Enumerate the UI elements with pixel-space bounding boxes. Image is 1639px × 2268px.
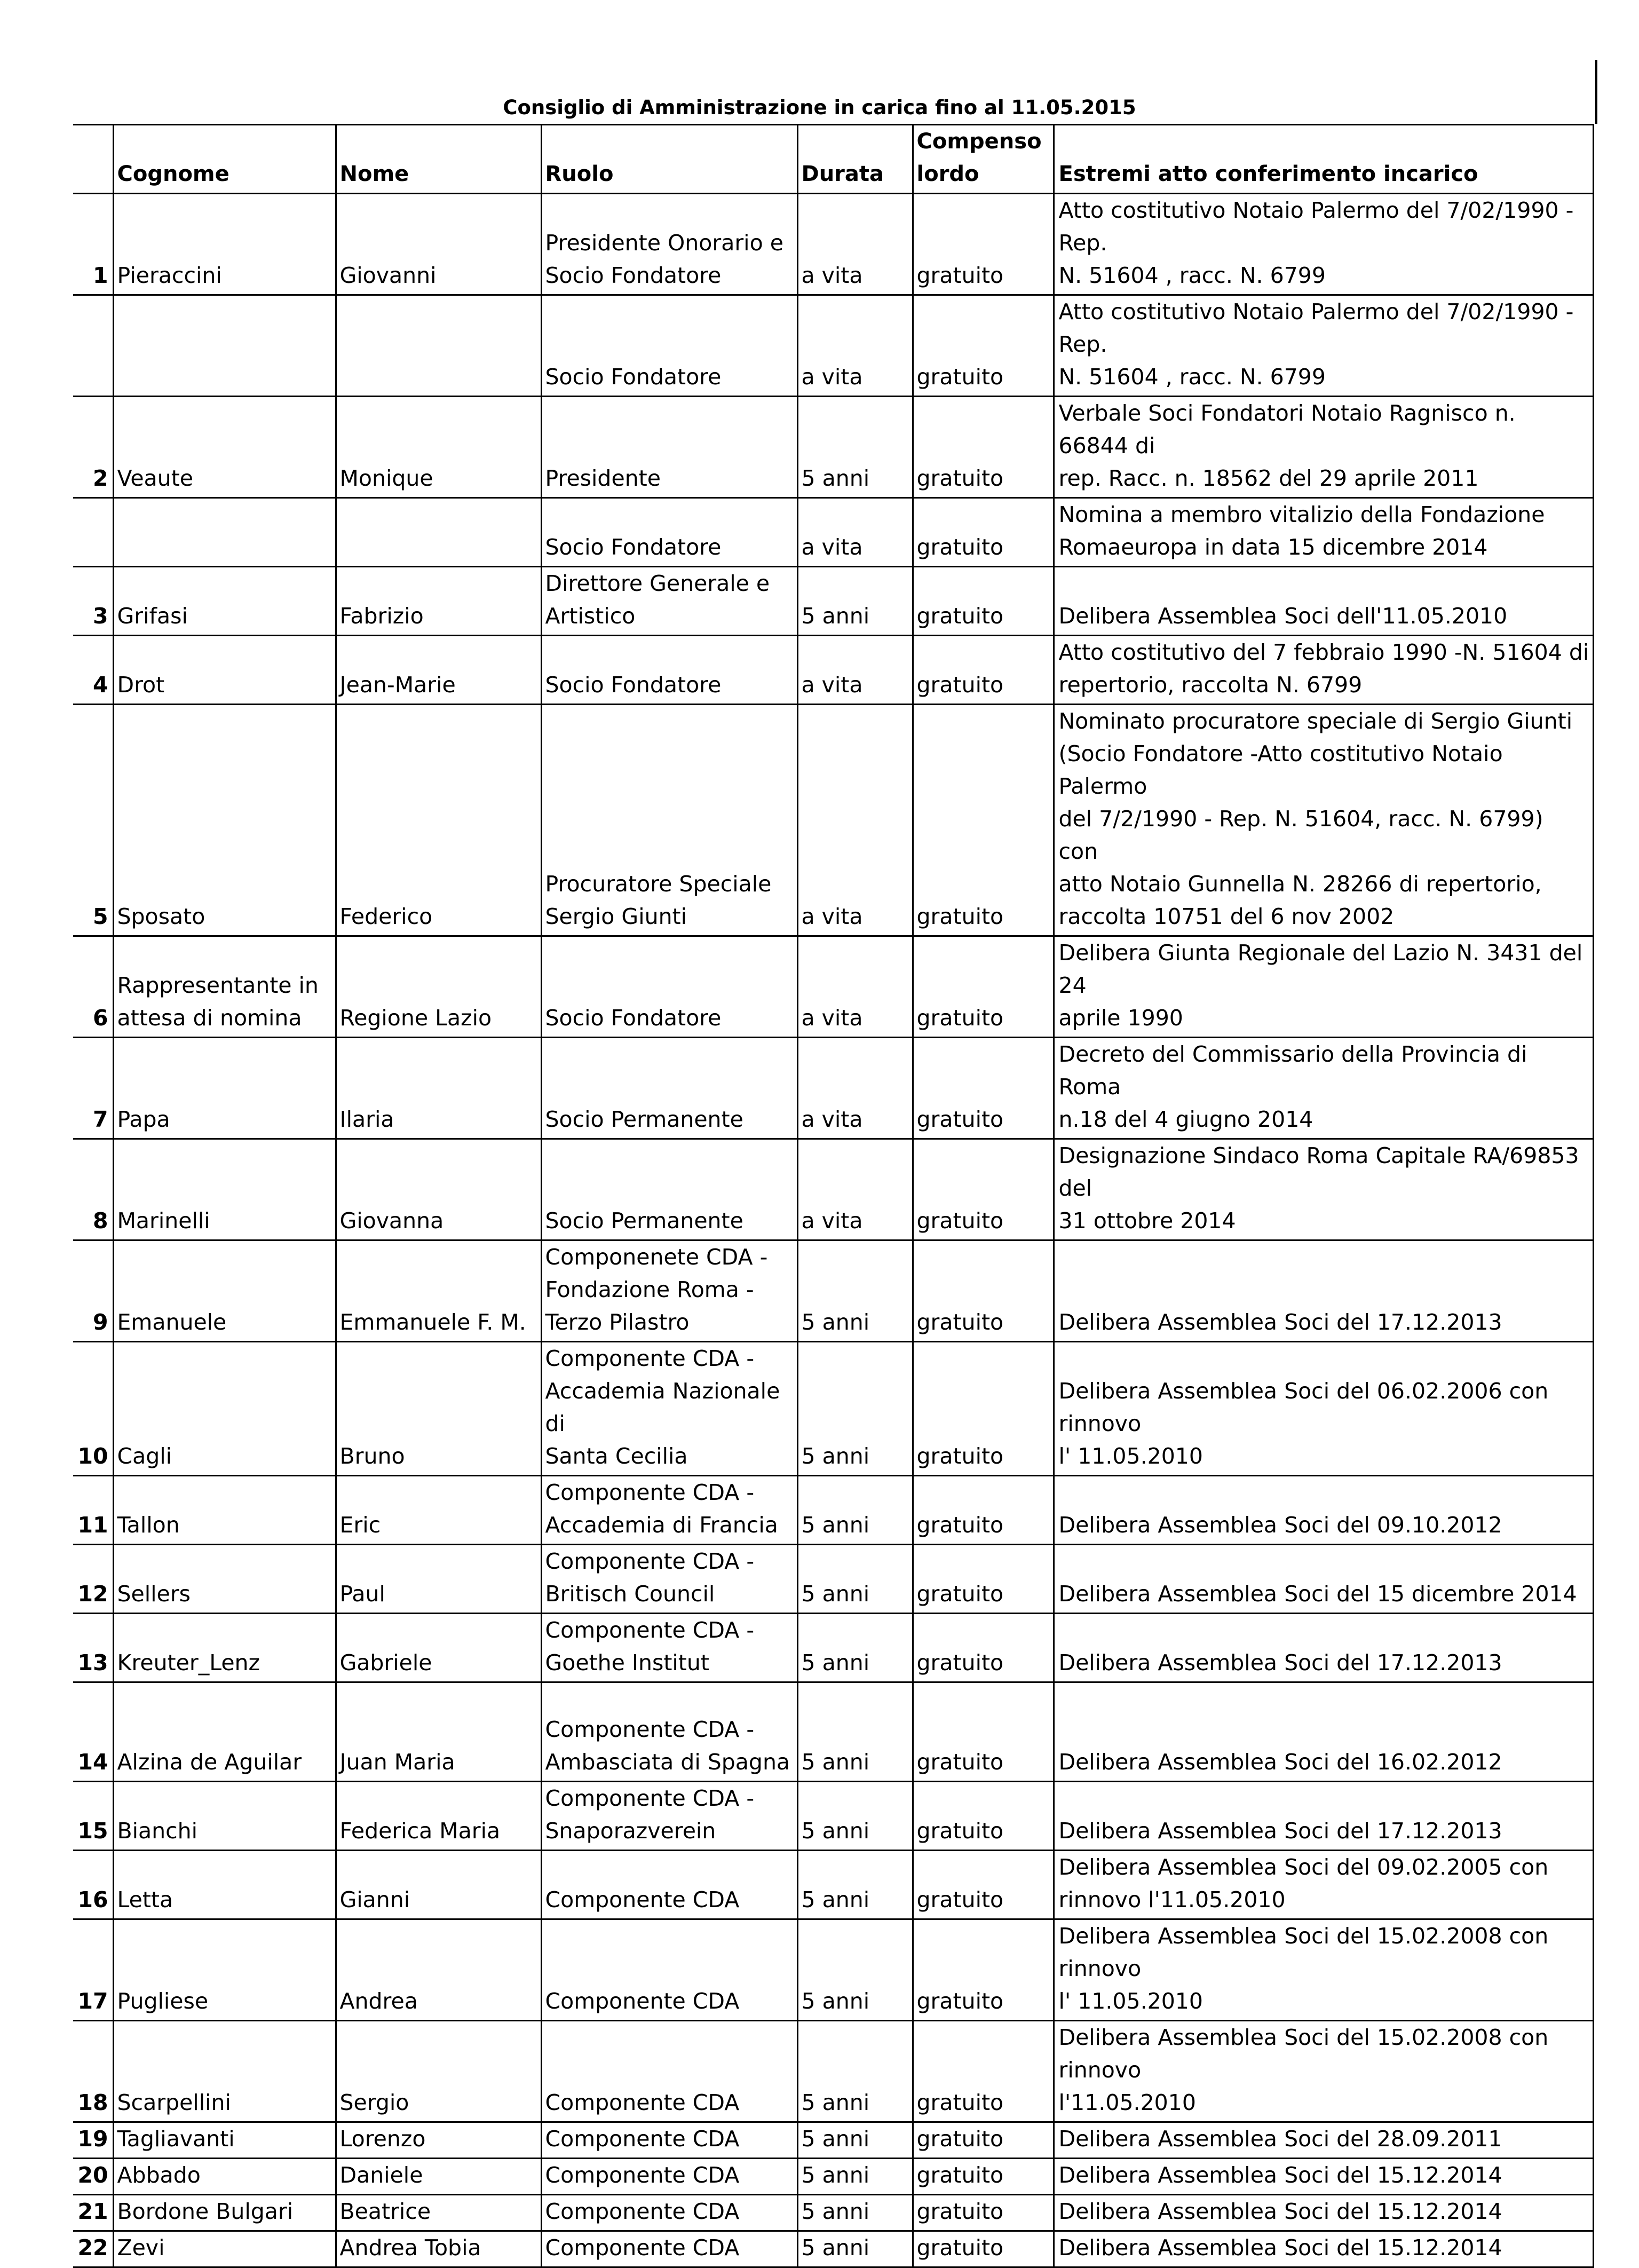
cell-cognome	[113, 295, 336, 397]
cell-cognome: Scarpellini	[113, 2021, 336, 2122]
cell-num: 8	[73, 1139, 113, 1240]
table-row	[73, 1476, 1593, 1545]
cell-cognome: Kreuter_Lenz	[113, 1614, 336, 1682]
cell-durata: 5 anni	[797, 2159, 913, 2195]
cell-durata: a vita	[797, 194, 913, 295]
cell-durata: 5 anni	[797, 1682, 913, 1782]
cell-num: 18	[73, 2021, 113, 2122]
cell-nome: Fabrizio	[336, 567, 541, 636]
cell-estremi: Delibera Assemblea Soci del 17.12.2013	[1054, 1614, 1593, 1682]
table-row	[73, 498, 1593, 567]
cell-nome: Giovanni	[336, 194, 541, 295]
cell-compenso: gratuito	[913, 2021, 1054, 2122]
cell-ruolo: Componente CDA - Accademia di Francia	[541, 1476, 797, 1545]
cell-durata: 5 anni	[797, 1614, 913, 1682]
cell-durata: a vita	[797, 498, 913, 567]
header-nome: Nome	[336, 125, 541, 194]
cell-nome	[336, 295, 541, 397]
cell-ruolo: Componente CDA	[541, 2159, 797, 2195]
cell-ruolo: Socio Fondatore	[541, 498, 797, 567]
cell-durata: 5 anni	[797, 2122, 913, 2159]
cell-durata: a vita	[797, 1038, 913, 1139]
cell-num: 22	[73, 2231, 113, 2267]
table-row	[73, 194, 1593, 295]
cell-estremi: Delibera Assemblea Soci del 17.12.2013	[1054, 1240, 1593, 1342]
cell-estremi: Decreto del Commissario della Provincia di Roma n.18 del 4 giugno 2014	[1054, 1038, 1593, 1139]
header-num	[73, 125, 113, 194]
table-row	[73, 397, 1593, 498]
cell-compenso: gratuito	[913, 397, 1054, 498]
table-row	[73, 2122, 1593, 2159]
cell-nome: Sergio	[336, 2021, 541, 2122]
cell-durata: a vita	[797, 636, 913, 705]
cell-nome: Regione Lazio	[336, 936, 541, 1038]
cell-nome: Federico	[336, 705, 541, 936]
cell-num: 20	[73, 2159, 113, 2195]
cell-compenso: gratuito	[913, 2195, 1054, 2231]
header-ruolo: Ruolo	[541, 125, 797, 194]
cell-cognome: Marinelli	[113, 1139, 336, 1240]
cell-cognome: Letta	[113, 1851, 336, 1919]
table-row	[73, 2159, 1593, 2195]
cell-nome: Eric	[336, 1476, 541, 1545]
cell-compenso: gratuito	[913, 295, 1054, 397]
cell-durata: a vita	[797, 1139, 913, 1240]
cell-cognome: Drot	[113, 636, 336, 705]
table-row	[73, 1614, 1593, 1682]
cell-durata: a vita	[797, 295, 913, 397]
cell-num	[73, 295, 113, 397]
cell-estremi: Delibera Assemblea Soci del 28.09.2011	[1054, 2122, 1593, 2159]
cell-compenso: gratuito	[913, 1919, 1054, 2021]
cell-num: 16	[73, 1851, 113, 1919]
cell-num: 6	[73, 936, 113, 1038]
cell-ruolo: Direttore Generale e Artistico	[541, 567, 797, 636]
table-row	[73, 1545, 1593, 1614]
cell-ruolo: Socio Fondatore	[541, 636, 797, 705]
cell-nome: Gianni	[336, 1851, 541, 1919]
cell-num: 19	[73, 2122, 113, 2159]
cell-nome	[336, 498, 541, 567]
cell-cognome: Bianchi	[113, 1782, 336, 1851]
cell-durata: 5 anni	[797, 1240, 913, 1342]
cell-cognome: Papa	[113, 1038, 336, 1139]
cell-compenso: gratuito	[913, 1342, 1054, 1476]
cell-cognome: Pieraccini	[113, 194, 336, 295]
cell-ruolo: Componenete CDA - Fondazione Roma - Terzo Pilastro	[541, 1240, 797, 1342]
cell-cognome: Grifasi	[113, 567, 336, 636]
cell-cognome: Sellers	[113, 1545, 336, 1614]
cell-nome: Jean-Marie	[336, 636, 541, 705]
cell-num: 13	[73, 1614, 113, 1682]
cell-cognome: Cagli	[113, 1342, 336, 1476]
header-durata: Durata	[797, 125, 913, 194]
cell-nome: Juan Maria	[336, 1682, 541, 1782]
cell-compenso: gratuito	[913, 2159, 1054, 2195]
cell-compenso: gratuito	[913, 1038, 1054, 1139]
cell-compenso: gratuito	[913, 1476, 1054, 1545]
cell-estremi: Verbale Soci Fondatori Notaio Ragnisco n. 66844 di rep. Racc. n. 18562 del 29 aprile 2011	[1054, 397, 1593, 498]
cell-durata: a vita	[797, 705, 913, 936]
cell-compenso: gratuito	[913, 936, 1054, 1038]
cell-num: 12	[73, 1545, 113, 1614]
cell-cognome: Emanuele	[113, 1240, 336, 1342]
cell-durata: 5 anni	[797, 1545, 913, 1614]
table-header-row	[73, 125, 1593, 194]
table-row	[73, 567, 1593, 636]
cell-compenso: gratuito	[913, 2122, 1054, 2159]
cell-ruolo: Componente CDA	[541, 2122, 797, 2159]
cell-num: 3	[73, 567, 113, 636]
board-table	[73, 124, 1594, 2268]
cell-nome: Beatrice	[336, 2195, 541, 2231]
table-row	[73, 2021, 1593, 2122]
cell-nome: Andrea	[336, 1919, 541, 2021]
cell-nome: Lorenzo	[336, 2122, 541, 2159]
cell-compenso: gratuito	[913, 1139, 1054, 1240]
cell-ruolo: Socio Fondatore	[541, 936, 797, 1038]
cell-num: 7	[73, 1038, 113, 1139]
cell-cognome: Veaute	[113, 397, 336, 498]
cell-nome: Monique	[336, 397, 541, 498]
table-row	[73, 1851, 1593, 1919]
cell-durata: 5 anni	[797, 1919, 913, 2021]
cell-cognome: Tagliavanti	[113, 2122, 336, 2159]
table-row	[73, 1139, 1593, 1240]
cell-num: 21	[73, 2195, 113, 2231]
cell-estremi: Delibera Assemblea Soci del 15.02.2008 con rinnovo l'11.05.2010	[1054, 2021, 1593, 2122]
cell-ruolo: Componente CDA - Snaporazverein	[541, 1782, 797, 1851]
cell-compenso: gratuito	[913, 194, 1054, 295]
table-row	[73, 705, 1593, 936]
cell-estremi: Delibera Assemblea Soci dell'11.05.2010	[1054, 567, 1593, 636]
table-row	[73, 1342, 1593, 1476]
cell-ruolo: Socio Permanente	[541, 1139, 797, 1240]
cell-durata: 5 anni	[797, 567, 913, 636]
cell-compenso: gratuito	[913, 1682, 1054, 1782]
cell-ruolo: Componente CDA - Accademia Nazionale di Santa Cecilia	[541, 1342, 797, 1476]
cell-durata: 5 anni	[797, 1342, 913, 1476]
cell-estremi: Delibera Assemblea Soci del 09.10.2012	[1054, 1476, 1593, 1545]
cell-durata: 5 anni	[797, 1851, 913, 1919]
table-row	[73, 295, 1593, 397]
cell-estremi: Atto costitutivo del 7 febbraio 1990 -N. 51604 di repertorio, raccolta N. 6799	[1054, 636, 1593, 705]
cell-num: 10	[73, 1342, 113, 1476]
cell-compenso: gratuito	[913, 636, 1054, 705]
cell-ruolo: Socio Fondatore	[541, 295, 797, 397]
cell-estremi: Delibera Assemblea Soci del 16.02.2012	[1054, 1682, 1593, 1782]
cell-durata: a vita	[797, 936, 913, 1038]
cell-durata: 5 anni	[797, 1476, 913, 1545]
cell-cognome: Rappresentante in attesa di nomina	[113, 936, 336, 1038]
cell-estremi: Delibera Assemblea Soci del 06.02.2006 con rinnovo l' 11.05.2010	[1054, 1342, 1593, 1476]
cell-estremi: Delibera Assemblea Soci del 15.02.2008 con rinnovo l' 11.05.2010	[1054, 1919, 1593, 2021]
cell-num: 15	[73, 1782, 113, 1851]
cell-num: 9	[73, 1240, 113, 1342]
cell-estremi: Delibera Assemblea Soci del 15.12.2014	[1054, 2195, 1593, 2231]
cell-estremi: Delibera Giunta Regionale del Lazio N. 3431 del 24 aprile 1990	[1054, 936, 1593, 1038]
cell-cognome	[113, 498, 336, 567]
cell-nome: Gabriele	[336, 1614, 541, 1682]
table-row	[73, 2231, 1593, 2267]
table-row	[73, 1682, 1593, 1782]
cell-compenso: gratuito	[913, 705, 1054, 936]
cell-compenso: gratuito	[913, 1782, 1054, 1851]
cell-num: 1	[73, 194, 113, 295]
cell-estremi: Nomina a membro vitalizio della Fondazione Romaeuropa in data 15 dicembre 2014	[1054, 498, 1593, 567]
cell-nome: Federica Maria	[336, 1782, 541, 1851]
cell-cognome: Abbado	[113, 2159, 336, 2195]
table-row	[73, 1240, 1593, 1342]
cell-estremi: Nominato procuratore speciale di Sergio Giunti (Socio Fondatore -Atto costitutivo Notaio Palermo del 7/2/1990 - Rep. N. 51604, racc. N. 6799) con atto Notaio Gunnella N. 28266 di repertorio, raccolta 10751 del 6 nov 2002	[1054, 705, 1593, 936]
header-estremi: Estremi atto conferimento incarico	[1054, 125, 1593, 194]
header-cognome: Cognome	[113, 125, 336, 194]
cell-cognome: Alzina de Aguilar	[113, 1682, 336, 1782]
cell-cognome: Tallon	[113, 1476, 336, 1545]
cell-durata: 5 anni	[797, 2021, 913, 2122]
cell-durata: 5 anni	[797, 1782, 913, 1851]
cell-ruolo: Presidente	[541, 397, 797, 498]
cell-estremi: Delibera Assemblea Soci del 09.02.2005 con rinnovo l'11.05.2010	[1054, 1851, 1593, 1919]
cell-nome: Bruno	[336, 1342, 541, 1476]
cell-estremi: Delibera Assemblea Soci del 17.12.2013	[1054, 1782, 1593, 1851]
cell-estremi: Designazione Sindaco Roma Capitale RA/69853 del 31 ottobre 2014	[1054, 1139, 1593, 1240]
cell-cognome: Bordone Bulgari	[113, 2195, 336, 2231]
cell-compenso: gratuito	[913, 1545, 1054, 1614]
table-row	[73, 636, 1593, 705]
cell-num	[73, 498, 113, 567]
cell-compenso: gratuito	[913, 567, 1054, 636]
table-row	[73, 1782, 1593, 1851]
cell-cognome: Pugliese	[113, 1919, 336, 2021]
cell-ruolo: Componente CDA - Goethe Institut	[541, 1614, 797, 1682]
cell-nome: Daniele	[336, 2159, 541, 2195]
header-compenso: Compenso lordo	[913, 125, 1054, 194]
cell-ruolo: Componente CDA	[541, 2195, 797, 2231]
cell-durata: 5 anni	[797, 2195, 913, 2231]
cell-compenso: gratuito	[913, 1851, 1054, 1919]
cell-ruolo: Componente CDA	[541, 2231, 797, 2267]
cell-nome: Andrea Tobia	[336, 2231, 541, 2267]
cell-compenso: gratuito	[913, 498, 1054, 567]
cell-nome: Giovanna	[336, 1139, 541, 1240]
cell-ruolo: Componente CDA - Ambasciata di Spagna	[541, 1682, 797, 1782]
cell-durata: 5 anni	[797, 2231, 913, 2267]
cell-durata: 5 anni	[797, 397, 913, 498]
cell-ruolo: Socio Permanente	[541, 1038, 797, 1139]
cell-cognome: Zevi	[113, 2231, 336, 2267]
cell-estremi: Atto costitutivo Notaio Palermo del 7/02/1990 -Rep. N. 51604 , racc. N. 6799	[1054, 194, 1593, 295]
table-row	[73, 1038, 1593, 1139]
cell-ruolo: Componente CDA	[541, 2021, 797, 2122]
cell-ruolo: Procuratore Speciale Sergio Giunti	[541, 705, 797, 936]
cell-num: 4	[73, 636, 113, 705]
cell-cognome: Sposato	[113, 705, 336, 936]
table-row	[73, 936, 1593, 1038]
cell-estremi: Delibera Assemblea Soci del 15 dicembre 2014	[1054, 1545, 1593, 1614]
document-title: Consiglio di Amministrazione in carica fino al 11.05.2015	[503, 96, 1136, 119]
table-row	[73, 2195, 1593, 2231]
table-row	[73, 1919, 1593, 2021]
cell-ruolo: Presidente Onorario e Socio Fondatore	[541, 194, 797, 295]
cell-compenso: gratuito	[913, 1240, 1054, 1342]
cell-estremi: Atto costitutivo Notaio Palermo del 7/02/1990 -Rep. N. 51604 , racc. N. 6799	[1054, 295, 1593, 397]
cell-num: 11	[73, 1476, 113, 1545]
cell-num: 14	[73, 1682, 113, 1782]
cell-ruolo: Componente CDA	[541, 1919, 797, 2021]
cell-estremi: Delibera Assemblea Soci del 15.12.2014	[1054, 2231, 1593, 2267]
cell-nome: Emmanuele F. M.	[336, 1240, 541, 1342]
cell-ruolo: Componente CDA - Britisch Council	[541, 1545, 797, 1614]
cell-ruolo: Componente CDA	[541, 1851, 797, 1919]
cell-compenso: gratuito	[913, 1614, 1054, 1682]
cell-num: 5	[73, 705, 113, 936]
cell-num: 2	[73, 397, 113, 498]
cell-compenso: gratuito	[913, 2231, 1054, 2267]
cell-num: 17	[73, 1919, 113, 2021]
cell-nome: Paul	[336, 1545, 541, 1614]
cell-nome: Ilaria	[336, 1038, 541, 1139]
cell-estremi: Delibera Assemblea Soci del 15.12.2014	[1054, 2159, 1593, 2195]
